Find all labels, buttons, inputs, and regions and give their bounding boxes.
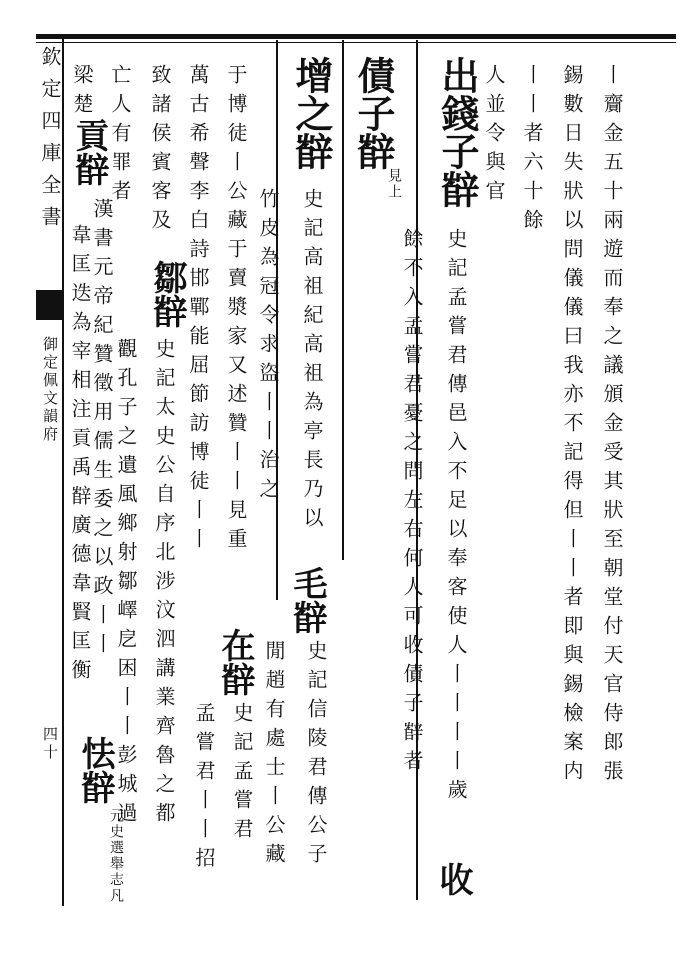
headword-zai-xue: 在辥: [215, 628, 255, 696]
headword-zou-xue: 鄒辥: [147, 260, 187, 328]
section-divider-2: [342, 40, 344, 560]
top-border: [36, 34, 676, 39]
headword-tail-shou: 收: [433, 862, 473, 896]
note-column-16: 元史選舉志凡: [108, 808, 124, 904]
headword-mao-xue: 毛辥: [287, 566, 327, 634]
note-column-8: 史記高祖紀高祖為亭長乃以: [300, 188, 324, 536]
headword-zhai-zixue: 債子辥: [351, 56, 396, 170]
margin-page-number: 四十: [41, 726, 59, 762]
text-column-14b: 觀孔子之遺風鄉射鄒嶧戹困丨丨彭城過: [114, 338, 138, 831]
text-column-15: 梁楚: [70, 64, 94, 122]
text-column-3: 丨丨者六十餘: [520, 64, 544, 238]
margin-block: [36, 290, 64, 320]
note-column-11: 史記孟嘗君: [230, 702, 254, 847]
note-column-13: 史記太史公自序北涉汶泗講業齊魯之都: [152, 338, 176, 831]
headword-zeng-zhixue: 增之辥: [289, 56, 334, 170]
top-border-thin: [36, 42, 676, 43]
headword-qie-xue: 怯辥: [75, 736, 115, 804]
note-column-15: 漢書元帝紀贊徵用儒生委之以政丨丨: [90, 198, 114, 662]
headword-chuqian-zixue: 出錢子辥: [435, 56, 480, 208]
headword-gong-xue: 貢辥: [69, 118, 109, 186]
text-column-2: 錫數日失狀以問儀儀曰我亦不記得但丨丨者即與錫檢案内: [560, 64, 584, 789]
margin-title: 欽定四庫全書: [38, 46, 62, 238]
text-column-6: 餘不入孟嘗君憂之問左右何人可收債子辥者: [400, 228, 424, 779]
note-column-9: 史記信陵君傳公子: [304, 640, 328, 872]
text-column-4: 人並令與官: [482, 64, 506, 209]
text-column-12b: 孟嘗君丨丨招: [192, 702, 216, 876]
text-column-10: 于博徒丨公藏于賣漿家又述贊丨丨見重: [224, 64, 248, 557]
text-column-9: 竹皮為冠令求盜丨丨治之: [256, 188, 280, 507]
note-column-7: 見上: [386, 168, 402, 200]
text-column-14: 亡人有罪者: [108, 64, 132, 209]
text-column-16b: 韋匡迭為宰相注貢禹辥廣德韋賢匡衡: [68, 224, 92, 688]
text-column-12: 致諸侯賓客及: [148, 64, 172, 238]
text-column-10b: 閒趙有處士丨公藏: [262, 640, 286, 872]
text-column-1: 丨齎金五十兩遊而奉之議頒金受其狀至朝堂付天官侍郎張: [600, 64, 624, 789]
text-column-11: 萬古希聲李白詩邯鄲能屈節訪博徒丨丨: [186, 64, 210, 557]
margin-subtitle: 御定佩文韻府: [41, 336, 59, 444]
note-column-5: 史記孟嘗君傳邑入不足以奉客使人丨丨丨丨歲: [444, 228, 468, 808]
